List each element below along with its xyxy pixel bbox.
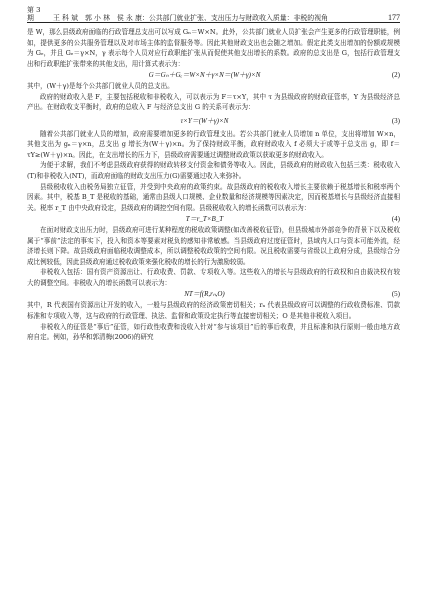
equation-number: (2) xyxy=(391,71,400,80)
equation-2 xyxy=(27,69,400,81)
paragraph-1: 是 W，那么县级政府面临的行政管理总支出可以写成 Gₙ＝W×N。此外，公共部门就业人员扩张会产生更多的行政管理职能，例如，提供更多的公共服务管理以及对市场主体的监督服务等。因此其他财政支出也会随之增加。假定此类支出增加的份额或规模为 Gₑ，并且 Gₑ＝γ×N，γ 表示每个人员对应行政职能扩张从而促使其他支出增长的系数。政府的总支出是 G，包括行政管理支出和行政职能扩张带来的其他支出，用计算式表示为： xyxy=(27,28,400,68)
running-title: 王 科 斌 郭 小 林 侯 永 康：公共部门就业扩张、支出压力与财政收入质量：非税的视角 xyxy=(53,14,328,22)
equation-expression: T＝r_T×B_T xyxy=(185,215,224,224)
equation-number: (3) xyxy=(391,116,400,125)
paragraph-10: 非税收入的征管是“事后”征管，如行政性收费和没收入针对“参与该项目”后的事后收费，并且标准和执行原则一般由地方政府自定。例如，孙华和郭清梅(2006)的研究 xyxy=(27,322,400,342)
paragraph-8: 非税收入包括：国有资产资源出让、行政收费、罚款、专项收入等。这些收入的增长与县级政府的行政权和自由裁决权有较大的调整空间。非税收入的增长函数可以表示为： xyxy=(27,268,400,287)
page-number: 177 xyxy=(388,13,400,22)
paragraph-7: 在面对财政支出压力时，县级政府可进行某种程度的税收政策调整(如改善税收征管)，但县级城市外部竞争的背景下以及税收属于“事前”法定的事实下，投入和资本等要素对税负的感知非常敏感。当县级政府过度征管时，县域内人口与资本可能外流，经济增长则下降。故县级政府面临税收调整成本，所以调整税收政策的空间有限。况且税收需要与省级以上政府分成，县级综合分成比例较低，因此县级政府通过税收政策来强化税收的增长的行为激励较弱。 xyxy=(27,226,400,266)
equation-number: (4) xyxy=(391,215,400,224)
paragraph-2: 其中，(W＋γ)是每个公共部门就业人员的总支出。 xyxy=(27,82,174,91)
equation-expression: τ×Y＝(W＋γ)×N xyxy=(180,116,229,125)
equation-expression: NT＝f(R,rₙ,O) xyxy=(184,290,225,299)
running-header xyxy=(27,6,400,23)
paragraph-9: 其中，R 代表国有资源出让开发的收入，一般与县级政府的经济政策密切相关；rₙ 代表县级政府可以调整的行政收费标准、罚款标准和专项收入等，这与政府的行政管理、执法、监督和政策设定执行等直接密切相关；O 是其他非税收入项目。 xyxy=(27,301,400,321)
paragraph-3: 政府的财政收入是 F，主要包括税收和非税收入，可以表示为 F＝τ×Y，其中 τ 为县级政府的财政征管率，Y 为县级经济总产出。在财政收支平衡时，政府的总收入 F 与经济总支出 G 的关系可表示为： xyxy=(27,92,400,112)
equation-number: (5) xyxy=(391,290,400,299)
issue-label: 第 3 期 xyxy=(27,6,41,22)
equation-4 xyxy=(27,213,400,225)
paragraph-6: 县级税收收入由税务局独立征管，并受到中央政府的政策约束。故县级政府的税收收入增长主要依赖于税基增长和税率两个因素。其中，税基 B_T 是税收的基础，通常由县级人口规模、企业数量和经济规模等因素决定，因而税基增长与县级经济直接相关。税率 r_T 由中央政府设定，县级政府的调控空间有限。县级税收收入的增长函数可以表示为： xyxy=(27,182,400,212)
equation-expression: G＝Gₙ＋Gₑ＝W×N＋γ×N＝(W＋γ)×N xyxy=(148,71,261,80)
paragraph-4: 随着公共部门就业人员的增加，政府需要增加更多的行政管理支出。若公共部门就业人员增加 n 单位，支出将增加 W×n，其他支出为 gₙ＝γ×n，总支出 g 增长为(W＋γ)×n。为了保持财政平衡，政府财政收入 f 必须大于或等于总支出 g，即 f＝τY≥(W＋γ)×n。因此，在支出增长的压力下，县级政府需要通过调整财政政策以获取更多的财政收入。 xyxy=(27,129,400,159)
equation-3 xyxy=(27,115,400,127)
paragraph-5: 为便于求解，我们不考虑县级政府获得的财政转移支付资金和债务等收入。因此，县级政府的财政收入包括三类：税收收入(T)和非税收入(NT)，而政府面临的财政支出压力(G)需要通过收入来弥补。 xyxy=(27,161,400,181)
equation-5 xyxy=(27,288,400,300)
article-body xyxy=(27,27,400,343)
